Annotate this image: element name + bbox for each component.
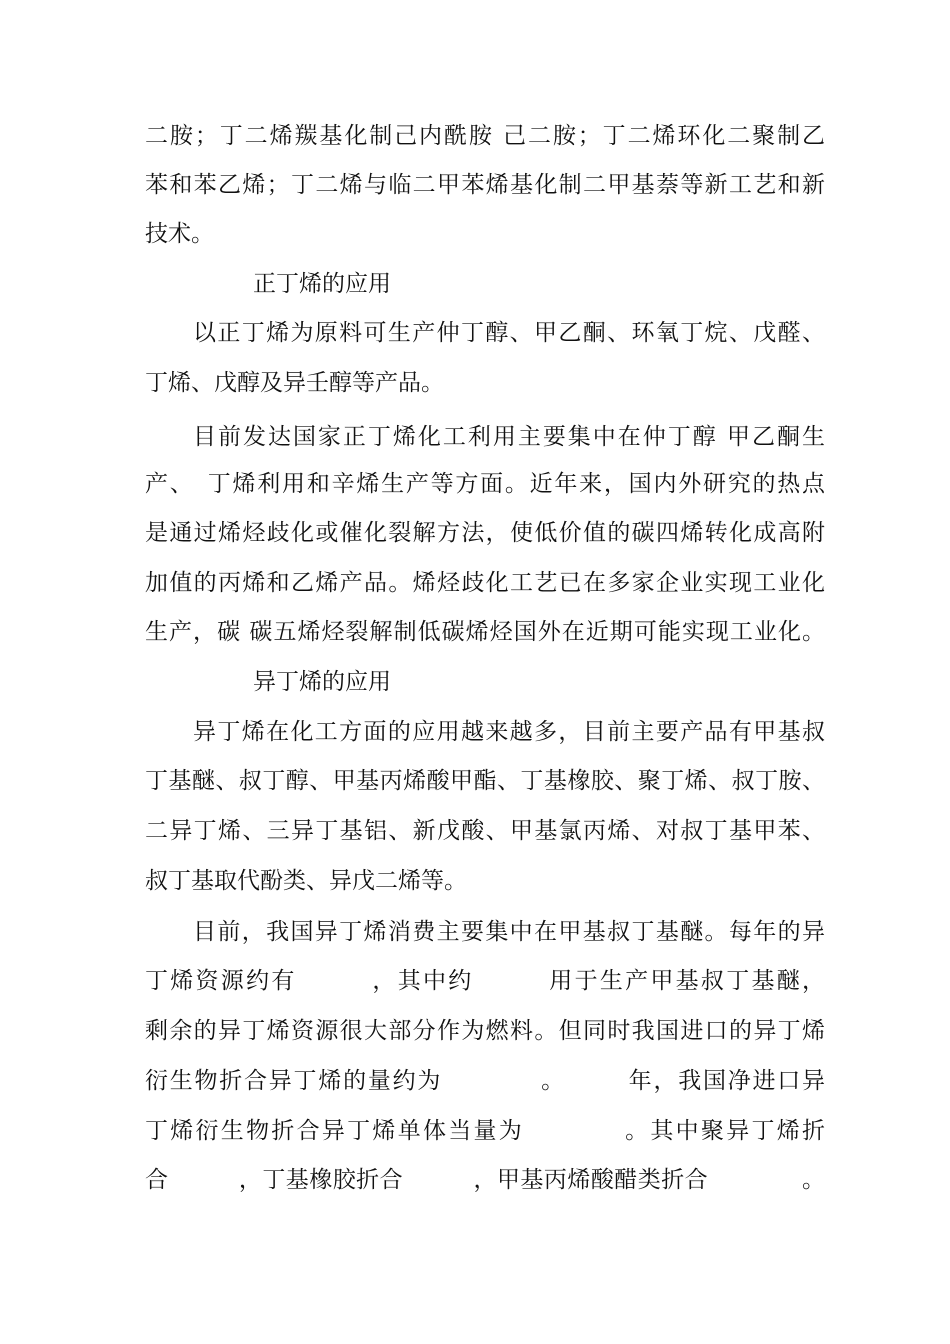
paragraph-first-line: 目前发达国家正丁烯化工利用主要集中在仲丁醇 甲乙酮生 <box>193 424 825 450</box>
paragraph-first-line: 目前，我国异丁烯消费主要集中在甲基叔丁基醚。每年的异 <box>193 919 825 945</box>
body-text-line: 合 ，丁基橡胶折合 ，甲基丙烯酸醋类折合 。 <box>145 1167 825 1193</box>
paragraph-first-line: 异丁烯在化工方面的应用越来越多，目前主要产品有甲基叔 <box>193 719 825 745</box>
body-text-line: 是通过烯烃歧化或催化裂解方法，使低价值的碳四烯转化成高附 <box>145 520 825 546</box>
body-text-line: 丁烯资源约有 ，其中约 用于生产甲基叔丁基醚， <box>145 968 825 994</box>
body-text-line: 加值的丙烯和乙烯产品。烯烃歧化工艺已在多家企业实现工业化 <box>145 570 825 596</box>
paragraph-first-line: 以正丁烯为原料可生产仲丁醇、甲乙酮、环氧丁烷、戊醛、 <box>193 320 825 346</box>
body-text-line: 丁烯衍生物折合异丁烯单体当量为 。其中聚异丁烯折 <box>145 1118 825 1144</box>
body-text-line: 技术。 <box>145 221 214 247</box>
body-text-line: 叔丁基取代酚类、异戊二烯等。 <box>145 868 467 894</box>
body-text-line: 苯和苯乙烯；丁二烯与临二甲苯烯基化制二甲基萘等新工艺和新 <box>145 172 825 198</box>
body-text-line: 产、 丁烯利用和辛烯生产等方面。近年来，国内外研究的热点 <box>145 471 825 497</box>
body-text-line: 生产，碳 碳五烯烃裂解制低碳烯烃国外在近期可能实现工业化。 <box>145 619 825 645</box>
section-heading-n-butene: 正丁烯的应用 <box>253 271 391 297</box>
body-text-line: 剩余的异丁烯资源很大部分作为燃料。但同时我国进口的异丁烯 <box>145 1018 825 1044</box>
section-heading-isobutene: 异丁烯的应用 <box>253 669 391 695</box>
body-text-line: 二胺；丁二烯羰基化制己内酰胺 己二胺；丁二烯环化二聚制乙 <box>145 123 825 149</box>
body-text-line: 丁基醚、叔丁醇、甲基丙烯酸甲酯、丁基橡胶、聚丁烯、叔丁胺、 <box>145 768 825 794</box>
body-text-line: 二异丁烯、三异丁基铝、新戊酸、甲基氯丙烯、对叔丁基甲苯、 <box>145 818 825 844</box>
body-text-line: 丁烯、戊醇及异壬醇等产品。 <box>145 370 444 396</box>
body-text-line: 衍生物折合异丁烯的量约为 。 年，我国净进口异 <box>145 1068 825 1094</box>
